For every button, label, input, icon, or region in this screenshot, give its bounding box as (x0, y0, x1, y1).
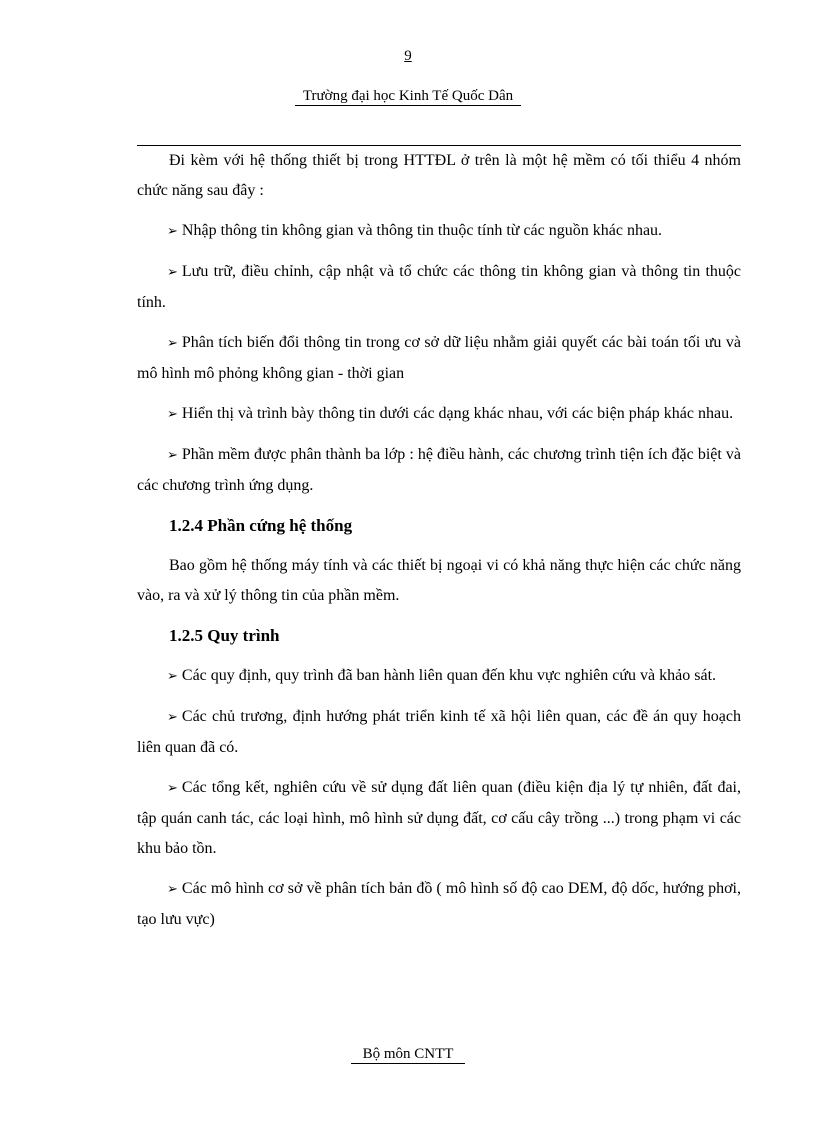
bullet-item: ➢ Các mô hình cơ sở về phân tích bản đồ ( mô hình số độ cao DEM, độ dốc, hướng phơi, tạo lưu vực) (137, 874, 741, 935)
page-header (0, 88, 816, 105)
section-heading-hardware: 1.2.4 Phần cứng hệ thống (169, 516, 353, 535)
bullet-item: ➢ Phân tích biến đổi thông tin trong cơ sở dữ liệu nhằm giải quyết các bài toán tối ưu và mô hình mô phỏng không gian - thời gian (137, 328, 741, 389)
hardware-paragraph: Bao gồm hệ thống máy tính và các thiết bị ngoại vi có khả năng thực hiện các chức năng vào, ra và xử lý thông tin của phần mềm. (137, 557, 741, 604)
bullet-item: ➢ Hiển thị và trình bày thông tin dưới các dạng khác nhau, với các biện pháp khác nhau. (137, 399, 741, 430)
page-number: 9 (404, 48, 412, 64)
bullet-item: ➢ Nhập thông tin không gian và thông tin thuộc tính từ các nguồn khác nhau. (137, 216, 741, 247)
bullet-item: ➢ Phần mềm được phân thành ba lớp : hệ điều hành, các chương trình tiện ích đặc biệt và các chương trình ứng dụng. (137, 440, 741, 501)
bullet-item: ➢ Các quy định, quy trình đã ban hành liên quan đến khu vực nghiên cứu và khảo sát. (137, 661, 741, 692)
document-body (137, 146, 741, 945)
bullet-item: ➢ Các tổng kết, nghiên cứu về sử dụng đất liên quan (điều kiện địa lý tự nhiên, đất đai, tập quán canh tác, các loại hình, mô hình sử dụng đất, cơ cấu cây trồng ...) trong phạm vi các khu bảo tồn. (137, 773, 741, 864)
intro-paragraph: Đi kèm với hệ thống thiết bị trong HTTĐL ở trên là một hệ mềm có tối thiểu 4 nhóm chức năng sau đây : (137, 152, 741, 199)
bullet-item: ➢ Lưu trữ, điều chỉnh, cập nhật và tổ chức các thông tin không gian và thông tin thuộc tính. (137, 257, 741, 318)
university-name: Trường đại học Kinh Tế Quốc Dân (295, 88, 521, 106)
bullet-item: ➢ Các chủ trương, định hướng phát triển kinh tế xã hội liên quan, các đề án quy hoạch liên quan đã có. (137, 702, 741, 763)
page-footer (0, 1046, 816, 1063)
section-heading-process: 1.2.5 Quy trình (169, 626, 280, 645)
department-name: Bộ môn CNTT (351, 1046, 466, 1064)
